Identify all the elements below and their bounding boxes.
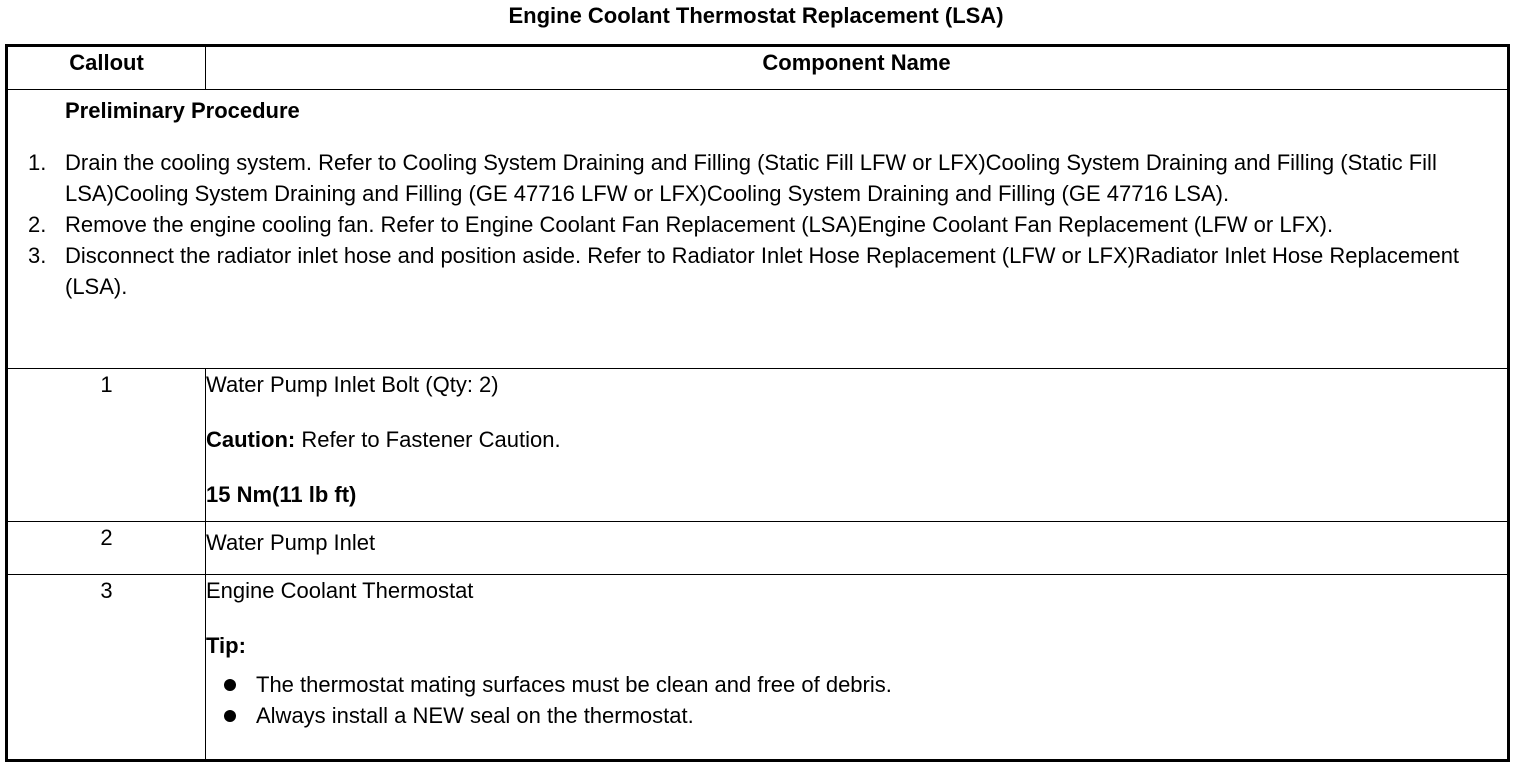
preliminary-step bbox=[8, 147, 1507, 209]
tip-text: Always install a NEW seal on the thermostat. bbox=[256, 703, 694, 728]
tips-list bbox=[206, 669, 1507, 731]
document-title: Engine Coolant Thermostat Replacement (LSA) bbox=[508, 3, 1004, 28]
component-name-column-header: Component Name bbox=[206, 46, 1509, 90]
procedure-table bbox=[5, 44, 1510, 762]
caution-note bbox=[206, 424, 1507, 455]
preliminary-steps-list bbox=[8, 147, 1507, 302]
callout-number: 2 bbox=[7, 522, 206, 575]
component-name: Engine Coolant Thermostat bbox=[206, 578, 474, 603]
step-number: 1. bbox=[28, 150, 47, 175]
component-name: Water Pump Inlet bbox=[206, 530, 376, 555]
tip-label: Tip: bbox=[206, 633, 246, 658]
table-row bbox=[7, 575, 1509, 761]
step-number: 2. bbox=[28, 212, 47, 237]
torque-spec: 15 Nm(11 lb ft) bbox=[206, 482, 357, 507]
list-item bbox=[206, 700, 1507, 731]
tip-text: The thermostat mating surfaces must be clean and free of debris. bbox=[256, 672, 892, 697]
callout-column-header: Callout bbox=[7, 46, 206, 90]
preliminary-row bbox=[7, 90, 1509, 369]
step-number: 3. bbox=[28, 243, 47, 268]
bullet-icon bbox=[224, 710, 236, 722]
table-row bbox=[7, 369, 1509, 522]
component-cell bbox=[206, 575, 1509, 761]
step-text: Remove the engine cooling fan. Refer to Engine Coolant Fan Replacement (LSA)Engine Coolant Fan Replacement (LFW or LFX). bbox=[65, 212, 1334, 237]
caution-text: Refer to Fastener Caution. bbox=[295, 427, 561, 452]
bullet-icon bbox=[224, 679, 236, 691]
list-item bbox=[206, 669, 1507, 700]
caution-label: Caution: bbox=[206, 427, 296, 452]
component-cell bbox=[206, 369, 1509, 522]
preliminary-procedure-cell bbox=[7, 90, 1509, 369]
preliminary-procedure-heading: Preliminary Procedure bbox=[65, 98, 300, 123]
callout-number: 1 bbox=[7, 369, 206, 522]
component-name: Water Pump Inlet Bolt (Qty: 2) bbox=[206, 372, 499, 397]
component-cell bbox=[206, 522, 1509, 575]
preliminary-step bbox=[8, 240, 1507, 302]
step-text: Disconnect the radiator inlet hose and position aside. Refer to Radiator Inlet Hose Replacement (LFW or LFX)Radiator Inlet Hose Replacement (LSA). bbox=[65, 243, 1460, 299]
header-row bbox=[7, 46, 1509, 90]
table-row bbox=[7, 522, 1509, 575]
callout-number: 3 bbox=[7, 575, 206, 761]
preliminary-step bbox=[8, 209, 1507, 240]
step-text: Drain the cooling system. Refer to Cooling System Draining and Filling (Static Fill LFW or LFX)Cooling System Draining and Filling (Static Fill LSA)Cooling System Draining and Filling (GE 47716 LFW or LFX)Cooling System Draining and Filling (GE 47716 LSA). bbox=[65, 150, 1437, 206]
